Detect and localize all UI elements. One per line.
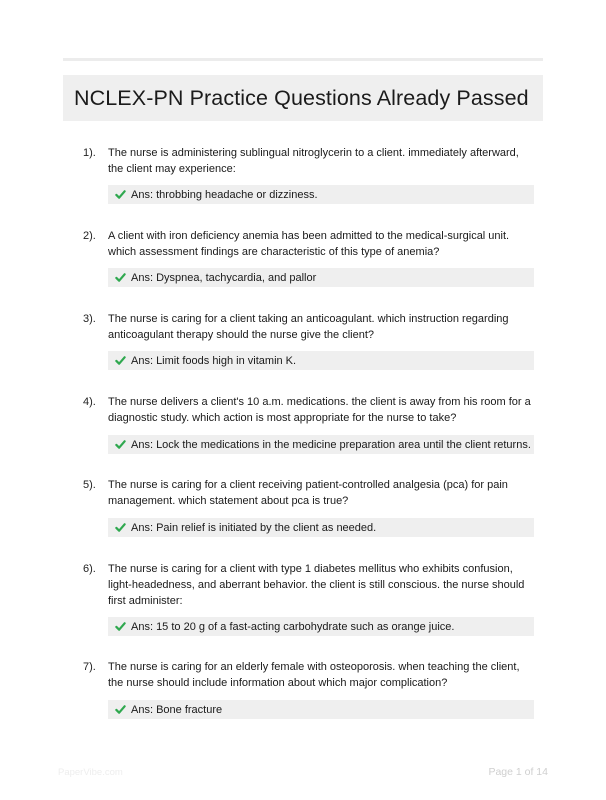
answer-text: Ans: Limit foods high in vitamin K. [131,354,297,367]
question-text: The nurse is caring for a client with type 1 diabetes mellitus who exhibits confusion, light-headedness, and aberrant behavior. the client is still conscious. the nurse should first administer: [108,563,525,607]
answer-text: Ans: Pain relief is initiated by the client as needed. [131,521,377,534]
answer-text: Ans: Dyspnea, tachycardia, and pallor [131,271,317,284]
check-icon [115,522,126,533]
answer-box [108,351,534,370]
question-number: 5). [83,479,96,491]
question-text: The nurse is caring for a client receiving patient-controlled analgesia (pca) for pain management. which statement about pca is true? [108,479,508,507]
page-indicator: Page 1 of 14 [488,766,548,778]
document-title: NCLEX-PN Practice Questions Already Passed [74,85,529,110]
question-number: 6). [83,563,96,575]
check-icon [115,439,126,450]
answer-box [108,435,534,454]
question-number: 7). [83,661,96,673]
check-icon [115,355,126,366]
question-number: 1). [83,147,96,159]
answer-text: Ans: Bone fracture [131,703,223,716]
title-banner [63,75,543,121]
question-text: A client with iron deficiency anemia has been admitted to the medical-surgical unit. which assessment findings are characteristic of this type of anemia? [108,230,510,258]
question-number: 2). [83,230,96,242]
answer-box [108,518,534,537]
question-text: The nurse is administering sublingual nitroglycerin to a client. immediately afterward, the client may experience: [108,147,519,175]
question-text: The nurse delivers a client's 10 a.m. medications. the client is away from his room for a diagnostic study. which action is most appropriate for the nurse to take? [108,396,531,424]
answer-box [108,700,534,719]
top-divider [63,58,543,61]
check-icon [115,189,126,200]
answer-text: Ans: throbbing headache or dizziness. [131,188,318,201]
check-icon [115,621,126,632]
question-number: 4). [83,396,96,408]
check-icon [115,704,126,715]
answer-box [108,185,534,204]
question-text: The nurse is caring for an elderly female with osteoporosis. when teaching the client, the nurse should include information about which major complication? [108,661,520,689]
answer-box [108,268,534,287]
answer-text: Ans: 15 to 20 g of a fast-acting carbohydrate such as orange juice. [131,620,455,633]
question-number: 3). [83,313,96,325]
question-text: The nurse is caring for a client taking an anticoagulant. which instruction regarding anticoagulant therapy should the nurse give the client? [108,313,509,341]
check-icon [115,272,126,283]
answer-text: Ans: Lock the medications in the medicine preparation area until the client returns. [131,438,531,451]
answer-box [108,617,534,636]
footer-watermark: PaperVibe.com [58,767,123,778]
